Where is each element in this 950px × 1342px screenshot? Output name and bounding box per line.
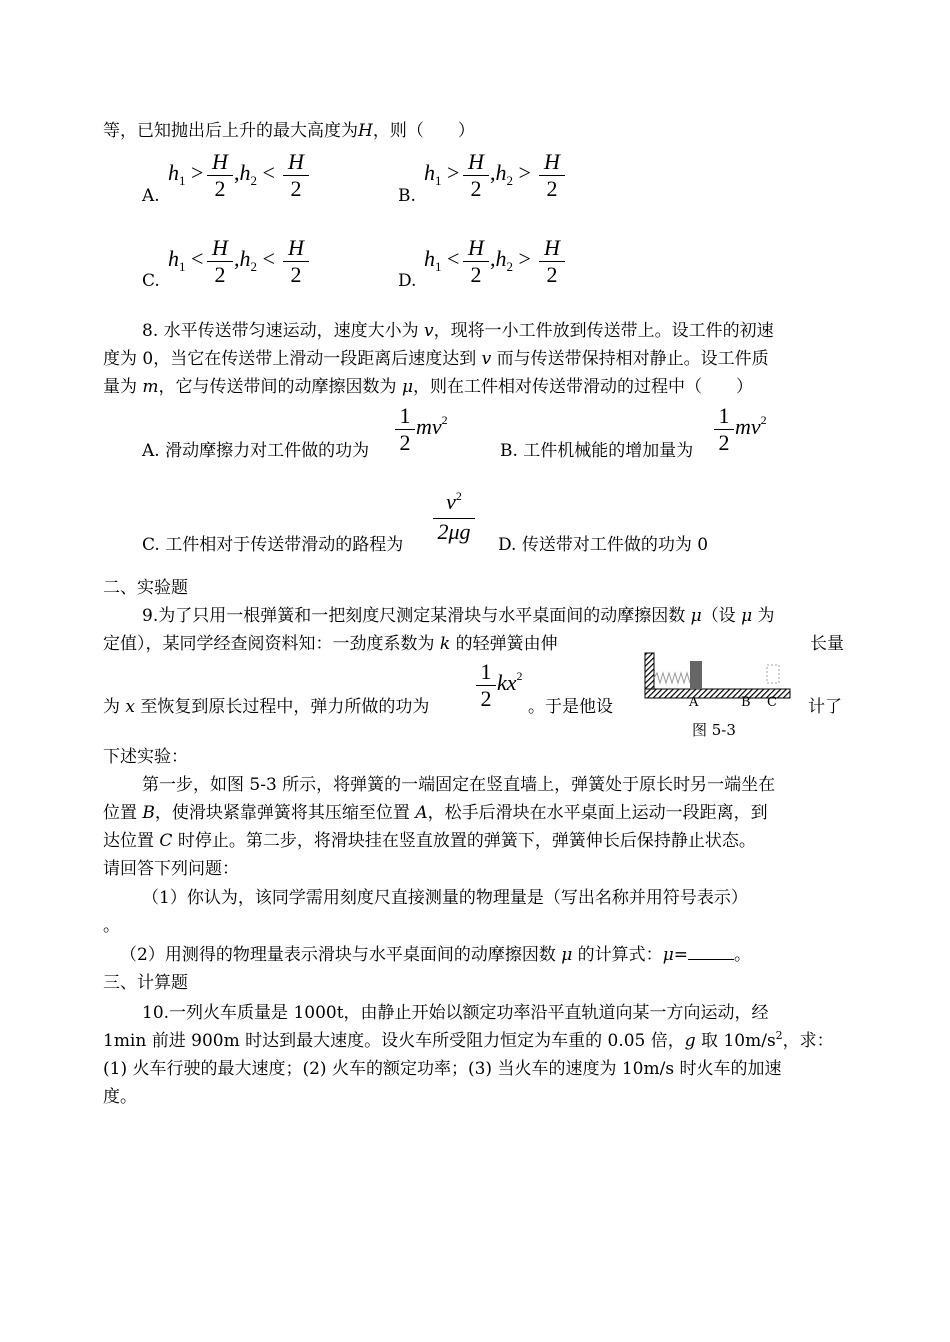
q9-line-3: 为 x 至恢复到原长过程中，弹力所做的功为 bbox=[103, 697, 430, 717]
q9-para-1: 第一步，如图 5-3 所示，将弹簧的一端固定在竖直墙上，弹簧处于原长时另一端坐在 bbox=[142, 775, 776, 795]
q7-option-c-label: C. bbox=[142, 271, 160, 291]
q10-line-3: (1) 火车行驶的最大速度；(2) 火车的额定功率；(3) 当火车的速度为 10m/s 时火车的加速 bbox=[103, 1059, 782, 1079]
slider-final-position bbox=[767, 665, 779, 683]
q7-option-a-label: A. bbox=[142, 186, 160, 206]
q7-option-b-frac2: H 2 bbox=[539, 150, 565, 201]
q9-line-4: 下述实验： bbox=[103, 747, 188, 767]
q7-stem-suffix: ，则（ ） bbox=[372, 121, 475, 141]
fig-label-a: A bbox=[689, 695, 699, 710]
q7-stem-text: 等，已知抛出后上升的最大高度为 bbox=[103, 121, 358, 141]
q8-option-a-frac: 1 2 bbox=[395, 404, 415, 455]
q10-line-4: 度。 bbox=[103, 1087, 137, 1107]
q7-stem-var: H bbox=[358, 121, 373, 141]
q8-option-b-expr: $mv^2$ bbox=[735, 413, 767, 439]
q8-option-c: C. 工件相对于传送带滑动的路程为 bbox=[142, 535, 404, 555]
q7-option-b-label: B. bbox=[398, 186, 416, 206]
q9-line-2-end: 长量 bbox=[810, 634, 844, 654]
q7-option-c-expr2: $,h_2$ < bbox=[234, 246, 275, 274]
q7-option-d-frac2: H 2 bbox=[539, 236, 565, 287]
q7-option-c-frac2: H 2 bbox=[283, 236, 309, 287]
q8-option-c-frac: $v^2$ 2μg bbox=[433, 490, 475, 544]
q9-para-2: 位置 B，使滑块紧靠弹簧将其压缩至位置 A，松手后滑块在水平桌面上运动一段距离，到 bbox=[103, 803, 768, 823]
q9-para-4: 请回答下列问题： bbox=[103, 859, 239, 879]
q7-option-d-label: D. bbox=[398, 271, 417, 291]
q9-subquestion-1-end: 。 bbox=[103, 916, 120, 936]
q10-line-2: 1min 前进 900m 时达到最大速度。设火车所受阻力恒定为车重的 0.05 倍，g 取 $10m/s^2$，求： bbox=[103, 1029, 834, 1051]
q8-line-2: 度为 0，当它在传送带上滑动一段距离后速度达到 v 而与传送带保持相对静止。设工件质 bbox=[103, 349, 769, 369]
q8-option-a: A. 滑动摩擦力对工件做的功为 bbox=[142, 441, 370, 461]
q9-line-1: 9.为了只用一根弹簧和一把刻度尺测定某滑块与水平桌面间的动摩擦因数 μ（设 μ 为 bbox=[142, 606, 775, 626]
q7-option-a-expr: $h_1$ > bbox=[168, 160, 204, 188]
q8-option-a-expr: $mv^2$ bbox=[416, 413, 448, 439]
spring bbox=[654, 673, 690, 683]
q9-work-frac: 1 2 bbox=[476, 660, 496, 711]
q10-line-1: 10.一列火车质量是 1000t，由静止开始以额定功率沿平直轨道向某一方向运动，经 bbox=[142, 1003, 769, 1023]
fig-label-c: C bbox=[767, 695, 777, 710]
q7-option-a-frac1: H 2 bbox=[207, 150, 233, 201]
section-heading-calculation: 三、计算题 bbox=[103, 973, 188, 993]
q9-line-2: 定值），某同学经查阅资料知：一劲度系数为 k 的轻弹簧由伸 bbox=[103, 634, 558, 654]
q9-line-3-mid: 。于是他设 bbox=[528, 697, 613, 717]
q7-option-d-expr2: $,h_2$ > bbox=[490, 246, 531, 274]
q9-line-3-end: 计了 bbox=[808, 697, 842, 717]
q7-option-b-expr: $h_1$ > bbox=[424, 160, 460, 188]
q8-option-b-frac: 1 2 bbox=[714, 404, 734, 455]
q8-line-3: 量为 m，它与传送带间的动摩擦因数为 μ，则在工件相对传送带滑动的过程中（ ） bbox=[103, 377, 753, 397]
figure-5-3 bbox=[640, 648, 800, 740]
q7-option-d-expr: $h_1$ < bbox=[424, 246, 460, 274]
q7-option-b-expr2: $,h_2$ > bbox=[490, 160, 531, 188]
q8-line-1: 8. 水平传送带匀速运动，速度大小为 v，现将一小工件放到传送带上。设工件的初速 bbox=[142, 321, 774, 341]
q7-stem bbox=[103, 118, 475, 144]
q7-option-b-frac1: H 2 bbox=[463, 150, 489, 201]
q7-option-d-frac1: H 2 bbox=[463, 236, 489, 287]
q7-option-a-expr2: $,h_2$ < bbox=[234, 160, 275, 188]
section-heading-experiment: 二、实验题 bbox=[103, 578, 188, 598]
q7-option-a-frac2: H 2 bbox=[283, 150, 309, 201]
q7-option-c-frac1: H 2 bbox=[207, 236, 233, 287]
figure-caption: 图 5-3 bbox=[692, 721, 736, 739]
q7-option-c-expr: $h_1$ < bbox=[168, 246, 204, 274]
q9-work-expr: $kx^2$ bbox=[497, 669, 523, 695]
fig-label-b: B bbox=[741, 695, 751, 710]
answer-blank[interactable] bbox=[688, 943, 734, 960]
q9-para-3: 达位置 C 时停止。第二步，将滑块挂在竖直放置的弹簧下，弹簧伸长后保持静止状态。 bbox=[103, 831, 756, 851]
q9-subquestion-2: （2）用测得的物理量表示滑块与水平桌面间的动摩擦因数 μ 的计算式：μ= 。 bbox=[120, 945, 751, 965]
q9-subquestion-1: （1）你认为，该同学需用刻度尺直接测量的物理量是（写出名称并用符号表示） bbox=[142, 888, 748, 908]
q8-option-b: B. 工件机械能的增加量为 bbox=[500, 441, 694, 461]
q8-option-d: D. 传送带对工件做的功为 0 bbox=[498, 535, 709, 555]
slider-block bbox=[690, 661, 702, 689]
